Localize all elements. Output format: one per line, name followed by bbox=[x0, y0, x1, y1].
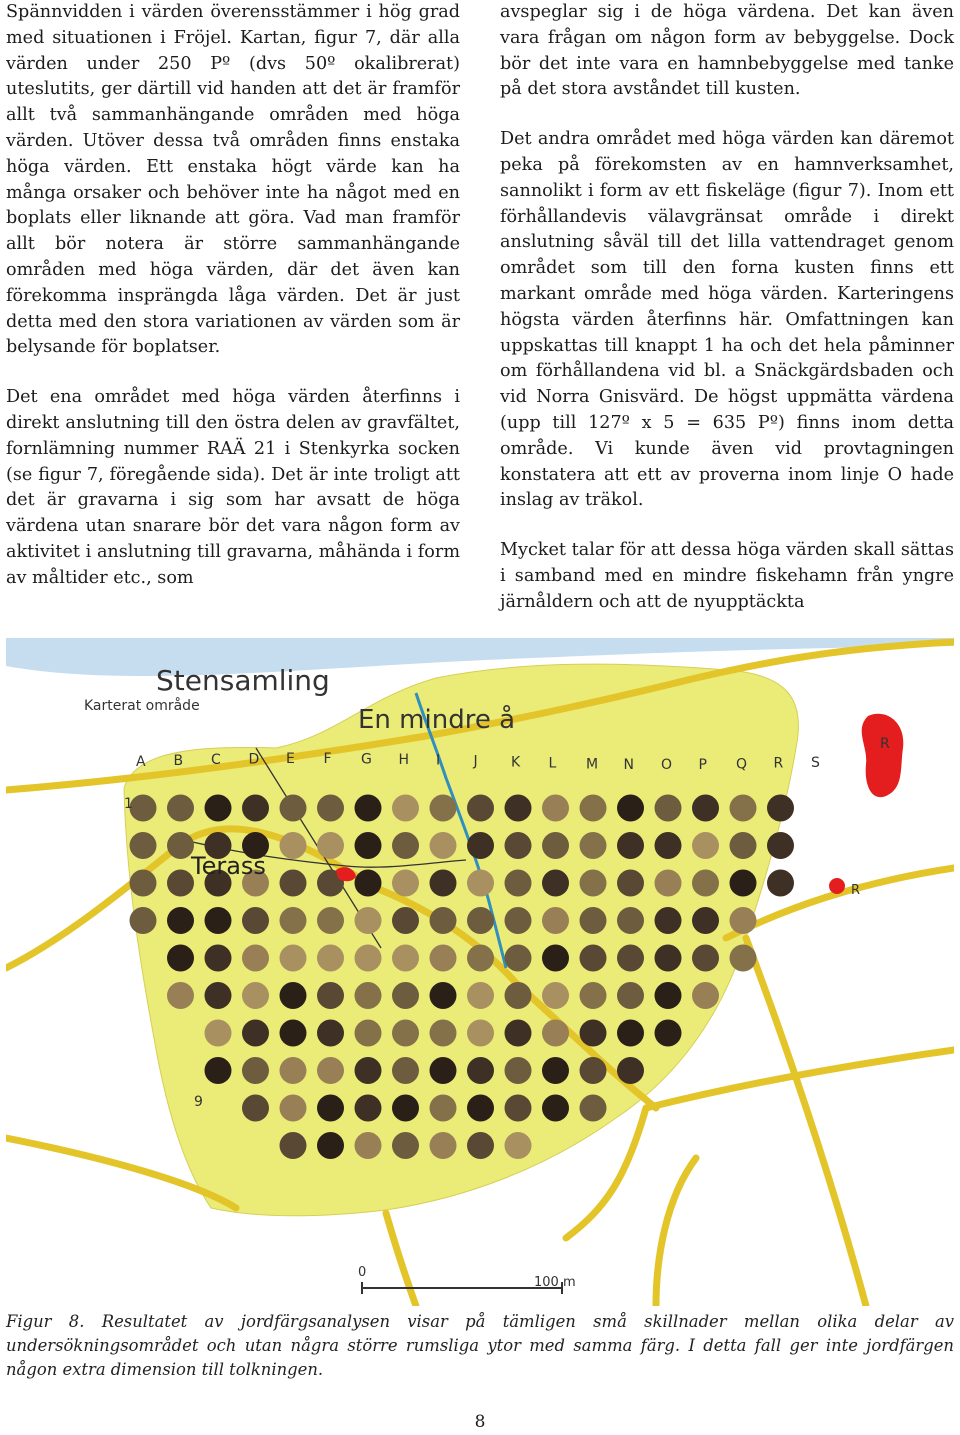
sample-dot bbox=[580, 870, 607, 897]
sample-dot bbox=[392, 1132, 419, 1159]
column-label: N bbox=[623, 756, 634, 773]
sample-dot bbox=[355, 795, 382, 822]
sample-dot bbox=[467, 907, 494, 934]
column-label: P bbox=[698, 756, 707, 773]
sample-dot bbox=[167, 907, 194, 934]
sample-dot bbox=[205, 945, 232, 972]
sample-dot bbox=[730, 795, 757, 822]
sample-dot bbox=[430, 1020, 457, 1047]
sample-dot bbox=[617, 795, 644, 822]
red-area-small bbox=[829, 878, 845, 894]
paragraph: Det andra området med höga värden kan däremot peka på förekomsten av en hamnverksamhet, sannolikt i form av ett fiskeläge (figur 7). Inom ett förhållandevis välavgränsat område i direkt anslutning såväl till det lilla vattendraget genom området som till den forna kusten finns ett markant område med höga värden. Karteringens högsta värden återfinns här. Omfattningen kan uppskattas till knappt 1 ha och det hela påminner om förhållandena vid bl. a Snäckgärdsbaden och vid Norra Gnisvärd. De högst uppmätta värdena (upp till 127º x 5 = 635 Pº) finns inom detta område. Vi kunde även vid provtagningen konstatera att ett av proverna inom linje O hade inslag av träkol. bbox=[500, 129, 954, 511]
sample-dot bbox=[467, 1057, 494, 1084]
sample-dot bbox=[430, 907, 457, 934]
sample-dot bbox=[542, 795, 569, 822]
column-label: Q bbox=[736, 756, 748, 773]
sample-dot bbox=[542, 1057, 569, 1084]
sample-dot bbox=[242, 1057, 269, 1084]
column-label: A bbox=[136, 754, 146, 770]
sample-dot bbox=[317, 907, 344, 934]
sample-dot bbox=[542, 870, 569, 897]
sample-dot bbox=[280, 795, 307, 822]
sample-dot bbox=[430, 945, 457, 972]
sample-dot bbox=[467, 832, 494, 859]
sample-dot bbox=[505, 907, 532, 934]
sample-dot bbox=[655, 907, 682, 934]
scale-zero-label: 0 bbox=[358, 1265, 367, 1280]
sample-dot bbox=[617, 907, 644, 934]
sample-dot bbox=[505, 1132, 532, 1159]
sample-dot bbox=[430, 832, 457, 859]
sample-dot bbox=[355, 945, 382, 972]
sample-dot bbox=[355, 1132, 382, 1159]
sample-dot bbox=[355, 870, 382, 897]
column-label: S bbox=[811, 754, 820, 771]
sample-dot bbox=[392, 832, 419, 859]
sample-dot bbox=[392, 945, 419, 972]
figure-caption: Figur 8. Resultatet av jordfärgsanalysen visar på tämligen små skillnader mellan olika delar av undersökningsområdet och utan några större rumsliga ytor med samma färg. I detta fall ger inte jordfärgen någon extra dimension till tolkningen. bbox=[6, 1312, 954, 1379]
sample-dot bbox=[505, 1020, 532, 1047]
sample-dot bbox=[392, 907, 419, 934]
sample-dot bbox=[617, 945, 644, 972]
sample-dot bbox=[167, 945, 194, 972]
paragraph: Det ena området med höga värden återfinns i direkt anslutning till den östra delen av gravfältet, fornlämning nummer RAÄ 21 i Stenkyrka socken (se figur 7, föregående sida). Det är inte troligt att det är gravarna i sig som har avsatt de höga värdena utan snarare bör det vara någon form av aktivitet i anslutning till gravarna, måhända i form av måltider etc., som bbox=[6, 387, 460, 588]
sample-dot bbox=[505, 870, 532, 897]
sample-dot bbox=[730, 870, 757, 897]
sample-dot bbox=[242, 907, 269, 934]
sample-dot bbox=[280, 1020, 307, 1047]
sample-dot bbox=[242, 1020, 269, 1047]
paragraph: avspeglar sig i de höga värdena. Det kan även vara frågan om någon form av bebyggelse. Dock bör det inte vara en hamnbebyggelse med tanke på det stora avståndet till kusten. bbox=[500, 2, 954, 100]
sample-dot bbox=[167, 795, 194, 822]
sample-dot bbox=[205, 1057, 232, 1084]
column-label: L bbox=[548, 755, 557, 772]
sample-dot bbox=[430, 982, 457, 1009]
red-area-large bbox=[862, 714, 904, 797]
sample-dot bbox=[617, 870, 644, 897]
sample-dot bbox=[167, 870, 194, 897]
sample-dot bbox=[580, 1020, 607, 1047]
sample-dot bbox=[430, 870, 457, 897]
sample-dot bbox=[692, 870, 719, 897]
sample-dot bbox=[317, 945, 344, 972]
sample-dot bbox=[542, 832, 569, 859]
sample-dot bbox=[430, 795, 457, 822]
sample-dot bbox=[655, 1020, 682, 1047]
column-label: D bbox=[248, 751, 260, 768]
sample-dot bbox=[130, 870, 157, 897]
sample-dot bbox=[392, 982, 419, 1009]
sample-dot bbox=[580, 1095, 607, 1122]
sample-dot bbox=[430, 1057, 457, 1084]
sample-dot bbox=[692, 795, 719, 822]
sample-dot bbox=[280, 870, 307, 897]
sample-dot bbox=[317, 982, 344, 1009]
sample-dot bbox=[280, 907, 307, 934]
sample-dot bbox=[392, 795, 419, 822]
sample-dot bbox=[280, 982, 307, 1009]
sample-dot bbox=[767, 832, 794, 859]
sample-dot bbox=[317, 832, 344, 859]
sample-dot bbox=[692, 832, 719, 859]
label-r-large: R bbox=[880, 736, 890, 752]
column-label: G bbox=[361, 751, 372, 768]
sample-dot bbox=[317, 1020, 344, 1047]
sample-dot bbox=[505, 832, 532, 859]
right-column bbox=[500, 0, 954, 640]
column-label: F bbox=[323, 751, 332, 768]
sample-dot bbox=[505, 945, 532, 972]
label-row-first: 1 bbox=[124, 796, 133, 812]
sample-dot bbox=[130, 795, 157, 822]
sample-dot bbox=[505, 1095, 532, 1122]
sample-dot bbox=[692, 945, 719, 972]
label-river: En mindre å bbox=[358, 705, 516, 735]
sample-dot bbox=[317, 1132, 344, 1159]
sample-dot bbox=[467, 870, 494, 897]
paragraph: Spännvidden i värden överensstämmer i hög grad med situationen i Fröjel. Kartan, figur 7, där alla värden under 250 Pº (dvs 50º okalibrerat) uteslutits, ger därtill vid handen att det är framför allt två sammanhängande områden med höga värden. Utöver dessa två områden finns enstaka höga värden. Ett enstaka högt värde kan ha många orsaker och behöver inte ha något med en boplats eller liknande att göra. Vad man framför allt bör notera är större sammanhängande områden med höga värden, där det även kan förekomma insprängda låga värden. Det är just detta med den stora variationen av värden som är belysande för boplatser. bbox=[6, 2, 460, 358]
sample-dot bbox=[280, 1057, 307, 1084]
left-column bbox=[6, 0, 460, 616]
sample-dot bbox=[242, 945, 269, 972]
sample-dot bbox=[242, 1095, 269, 1122]
column-label: K bbox=[511, 754, 521, 771]
label-karterat-omrade: Karterat område bbox=[84, 698, 200, 714]
sample-dot bbox=[467, 982, 494, 1009]
column-label: B bbox=[173, 753, 184, 770]
sample-dot bbox=[317, 1095, 344, 1122]
sample-dot bbox=[692, 907, 719, 934]
sample-dot bbox=[580, 832, 607, 859]
sample-dot bbox=[430, 1095, 457, 1122]
sample-dot bbox=[730, 945, 757, 972]
sample-dot bbox=[280, 945, 307, 972]
sample-dot bbox=[580, 795, 607, 822]
label-row-last: 9 bbox=[194, 1094, 203, 1110]
sample-dot bbox=[580, 982, 607, 1009]
column-label: M bbox=[586, 756, 599, 773]
sample-dot bbox=[467, 795, 494, 822]
label-r-small: R bbox=[851, 883, 861, 898]
sample-dot bbox=[467, 1132, 494, 1159]
sample-dot bbox=[655, 832, 682, 859]
sample-dot bbox=[542, 1095, 569, 1122]
sample-dot bbox=[317, 795, 344, 822]
sample-dot bbox=[392, 1095, 419, 1122]
sample-dot bbox=[505, 1057, 532, 1084]
sample-dot bbox=[430, 1132, 457, 1159]
sample-dot bbox=[392, 1020, 419, 1047]
sample-dot bbox=[242, 982, 269, 1009]
sample-dot bbox=[242, 795, 269, 822]
sample-dot bbox=[730, 832, 757, 859]
sample-dot bbox=[355, 907, 382, 934]
sample-dot bbox=[355, 1057, 382, 1084]
sample-dot bbox=[317, 1057, 344, 1084]
column-label: I bbox=[436, 752, 441, 769]
sample-dot bbox=[617, 1057, 644, 1084]
sample-dot bbox=[355, 982, 382, 1009]
sample-dot bbox=[205, 795, 232, 822]
scale-length-label: 100 m bbox=[534, 1275, 576, 1290]
sample-dot bbox=[542, 945, 569, 972]
sample-dot bbox=[580, 907, 607, 934]
sample-dot bbox=[355, 1095, 382, 1122]
column-label: C bbox=[211, 752, 221, 769]
sample-dot bbox=[767, 795, 794, 822]
sample-dot bbox=[542, 982, 569, 1009]
sample-dot bbox=[167, 982, 194, 1009]
column-label: E bbox=[286, 751, 295, 768]
label-terass: Terass bbox=[191, 852, 266, 880]
sample-dot bbox=[617, 1020, 644, 1047]
sample-dot bbox=[655, 945, 682, 972]
sample-dot bbox=[617, 832, 644, 859]
column-label: R bbox=[773, 755, 784, 772]
sample-dot bbox=[467, 945, 494, 972]
column-label: J bbox=[473, 753, 478, 770]
sample-dot bbox=[130, 832, 157, 859]
sample-dot bbox=[655, 795, 682, 822]
sample-dot bbox=[205, 1020, 232, 1047]
column-label: H bbox=[398, 751, 410, 768]
sample-dot bbox=[130, 907, 157, 934]
sample-dot bbox=[655, 870, 682, 897]
sample-dot bbox=[542, 907, 569, 934]
label-stensamling: Stensamling bbox=[156, 664, 330, 697]
sample-dot bbox=[505, 982, 532, 1009]
sample-dot bbox=[730, 907, 757, 934]
sample-dot bbox=[392, 1057, 419, 1084]
sample-dot bbox=[355, 1020, 382, 1047]
sample-dot bbox=[655, 982, 682, 1009]
sample-dot bbox=[280, 1095, 307, 1122]
sample-dot bbox=[505, 795, 532, 822]
paragraph: Mycket talar för att dessa höga värden skall sättas i samband med en mindre fiskehamn från yngre järnåldern och att de nyupptäckta bbox=[500, 540, 954, 612]
sample-dot bbox=[617, 982, 644, 1009]
sample-dot bbox=[205, 907, 232, 934]
sample-dot bbox=[580, 1057, 607, 1084]
sample-dot bbox=[467, 1095, 494, 1122]
sample-dot bbox=[692, 982, 719, 1009]
sample-dot bbox=[467, 1020, 494, 1047]
column-label: O bbox=[661, 756, 673, 773]
sample-dot bbox=[767, 870, 794, 897]
page-number: 8 bbox=[474, 1412, 486, 1432]
sample-dot bbox=[392, 870, 419, 897]
sample-dot bbox=[205, 982, 232, 1009]
sample-dot bbox=[542, 1020, 569, 1047]
sample-dot bbox=[167, 832, 194, 859]
sample-dot bbox=[355, 832, 382, 859]
soil-color-map bbox=[6, 638, 954, 1306]
sample-dot bbox=[580, 945, 607, 972]
sample-dot bbox=[280, 832, 307, 859]
sample-dot bbox=[280, 1132, 307, 1159]
